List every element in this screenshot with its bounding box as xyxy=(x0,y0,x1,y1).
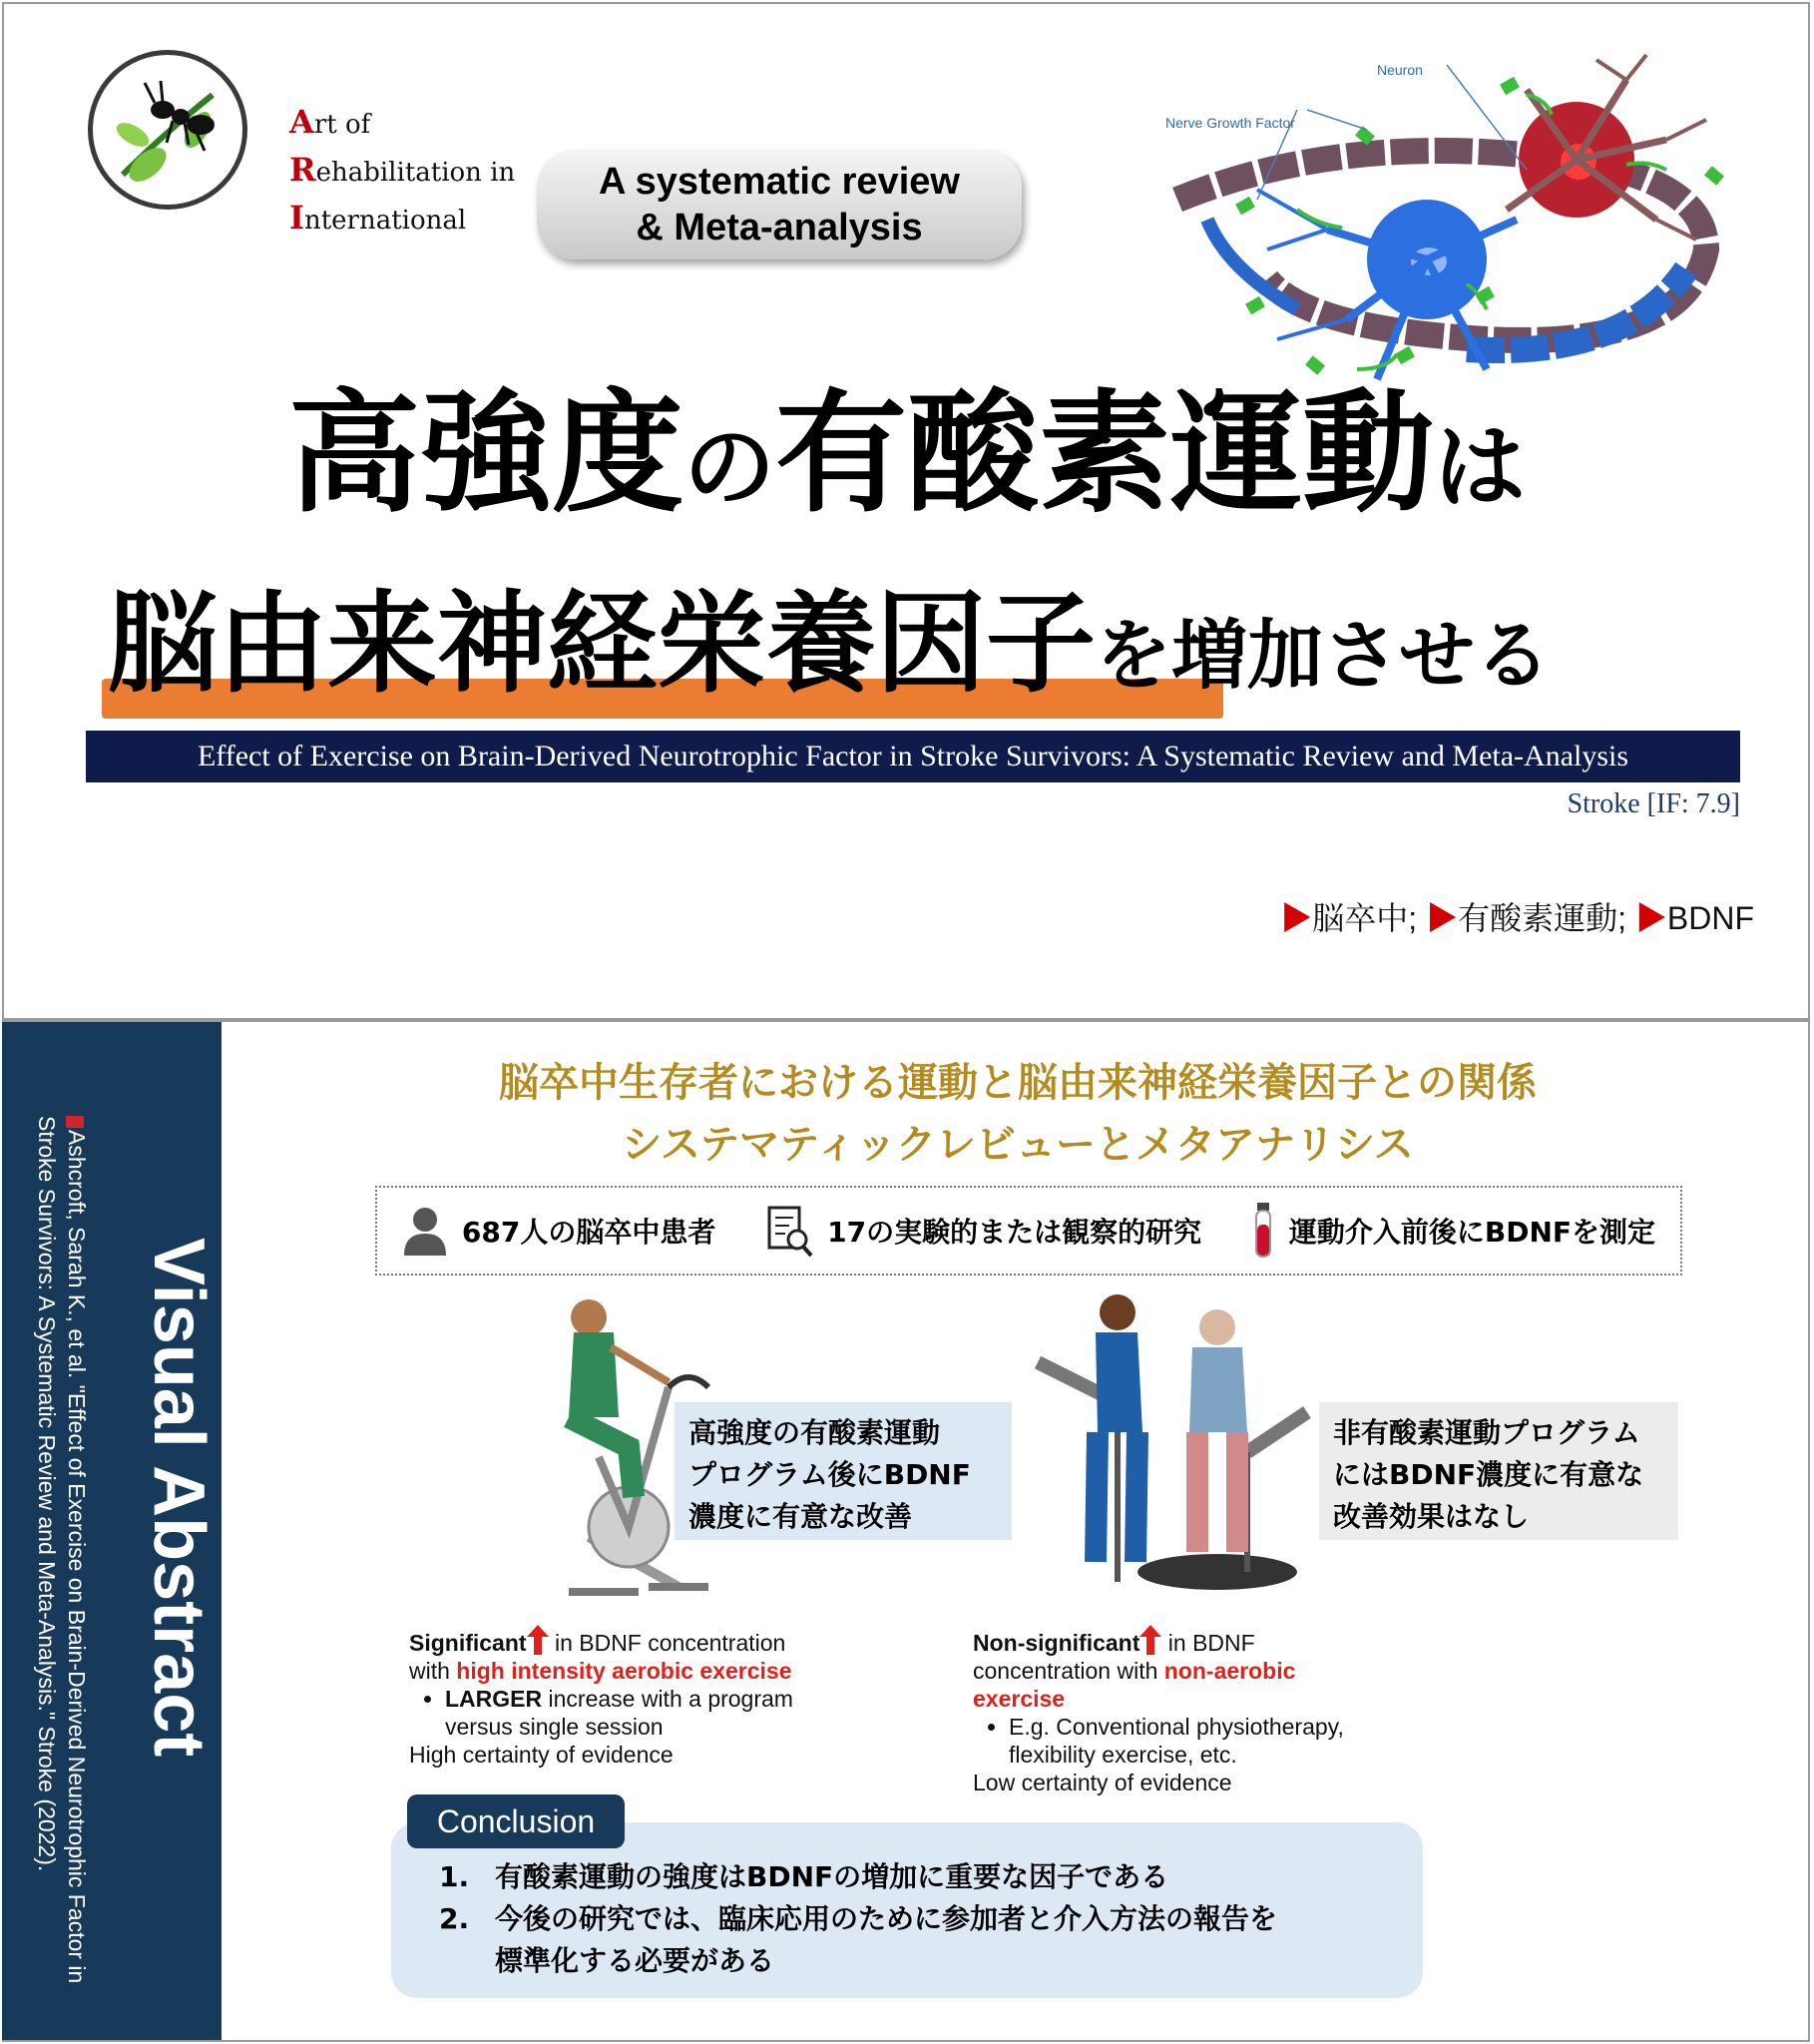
blood-tube-icon xyxy=(1251,1201,1275,1261)
figure-label-neuron: Neuron xyxy=(1377,62,1423,78)
finding-text-aerobic: Significant in BDNF concentration with high intensity aerobic exercise • LARGER increase with a program versus single session High certainty of evidence xyxy=(409,1625,848,1769)
visual-abstract-heading: 脳卒中生存者における運動と脳由来神経栄養因子との関係 システマティックレビューとメタアナリシス xyxy=(499,1060,1537,1168)
citation: Ashcroft, Sarah K., et al. "Effect of Exercise on Brain-Derived Neurotrophic Factor in Stroke Survivors: A Systematic Review and Meta-Analysis." Stroke (2022). xyxy=(34,1116,90,1984)
keywords xyxy=(1280,893,1754,939)
figure-label-nerve-growth-factor: Nerve Growth Factor xyxy=(1165,115,1295,131)
document-search-icon xyxy=(765,1204,813,1258)
finding-box-non-aerobic: 非有酸素運動プログラム にはBDNF濃度に有意な 改善効果はなし xyxy=(1319,1402,1678,1540)
triangle-bullet-icon: ▶ xyxy=(1280,900,1313,936)
main-title-line-1: 高強度の有酸素運動は xyxy=(287,377,1527,531)
stat-studies: 17の実験的または観察的研究 xyxy=(765,1204,1201,1258)
study-summary-bar xyxy=(375,1186,1682,1276)
organization-name: Art of Rehabilitation in International xyxy=(289,103,516,237)
keyword-aerobic-exercise: 有酸素運動; xyxy=(1458,900,1626,936)
neuron-illustration xyxy=(1147,50,1746,409)
english-title-banner: Effect of Exercise on Brain-Derived Neurotrophic Factor in Stroke Survivors: A Systematic Review and Meta-Analysis xyxy=(86,731,1740,782)
conclusion-item: 2. 今後の研究では、臨床応用のために参加者と介入方法の報告を 標準化する必要がある xyxy=(439,1902,1278,1977)
study-type-badge: A systematic review & Meta-analysis xyxy=(537,150,1022,259)
person-icon xyxy=(402,1206,448,1256)
physiotherapy-illustration xyxy=(1018,1282,1317,1602)
red-marker-icon xyxy=(66,1116,84,1128)
visual-abstract-title: Visual Abstract xyxy=(139,1238,219,1758)
keyword-bdnf: BDNF xyxy=(1666,900,1754,936)
finding-box-aerobic: 高強度の有酸素運動 プログラム後にBDNF 濃度に有意な改善 xyxy=(675,1402,1012,1540)
conclusion-item: 1. 有酸素運動の強度はBDNFの増加に重要な因子である xyxy=(439,1860,1169,1893)
up-arrow-icon xyxy=(1139,1625,1161,1655)
journal-impact-factor: Stroke [IF: 7.9] xyxy=(1567,788,1740,819)
main-title-line-2: 脳由来神経栄養因子を増加させる xyxy=(108,580,1551,708)
stat-bdnf-measurement: 運動介入前後にBDNFを測定 xyxy=(1251,1201,1655,1261)
keyword-stroke: 脳卒中; xyxy=(1312,900,1418,936)
triangle-bullet-icon: ▶ xyxy=(1634,900,1667,936)
conclusion-list xyxy=(439,1856,1277,1982)
finding-text-non-aerobic: Non-significant in BDNF concentration with non-aerobic exercise • E.g. Conventional physiotherapy, flexibility exercise, etc. Low certainty of evidence xyxy=(973,1625,1392,1796)
conclusion-tab: Conclusion xyxy=(407,1794,625,1848)
ant-leaf-logo xyxy=(88,50,247,210)
triangle-bullet-icon: ▶ xyxy=(1426,900,1459,936)
up-arrow-icon xyxy=(527,1625,549,1655)
stat-patients: 687人の脳卒中患者 xyxy=(402,1206,715,1256)
